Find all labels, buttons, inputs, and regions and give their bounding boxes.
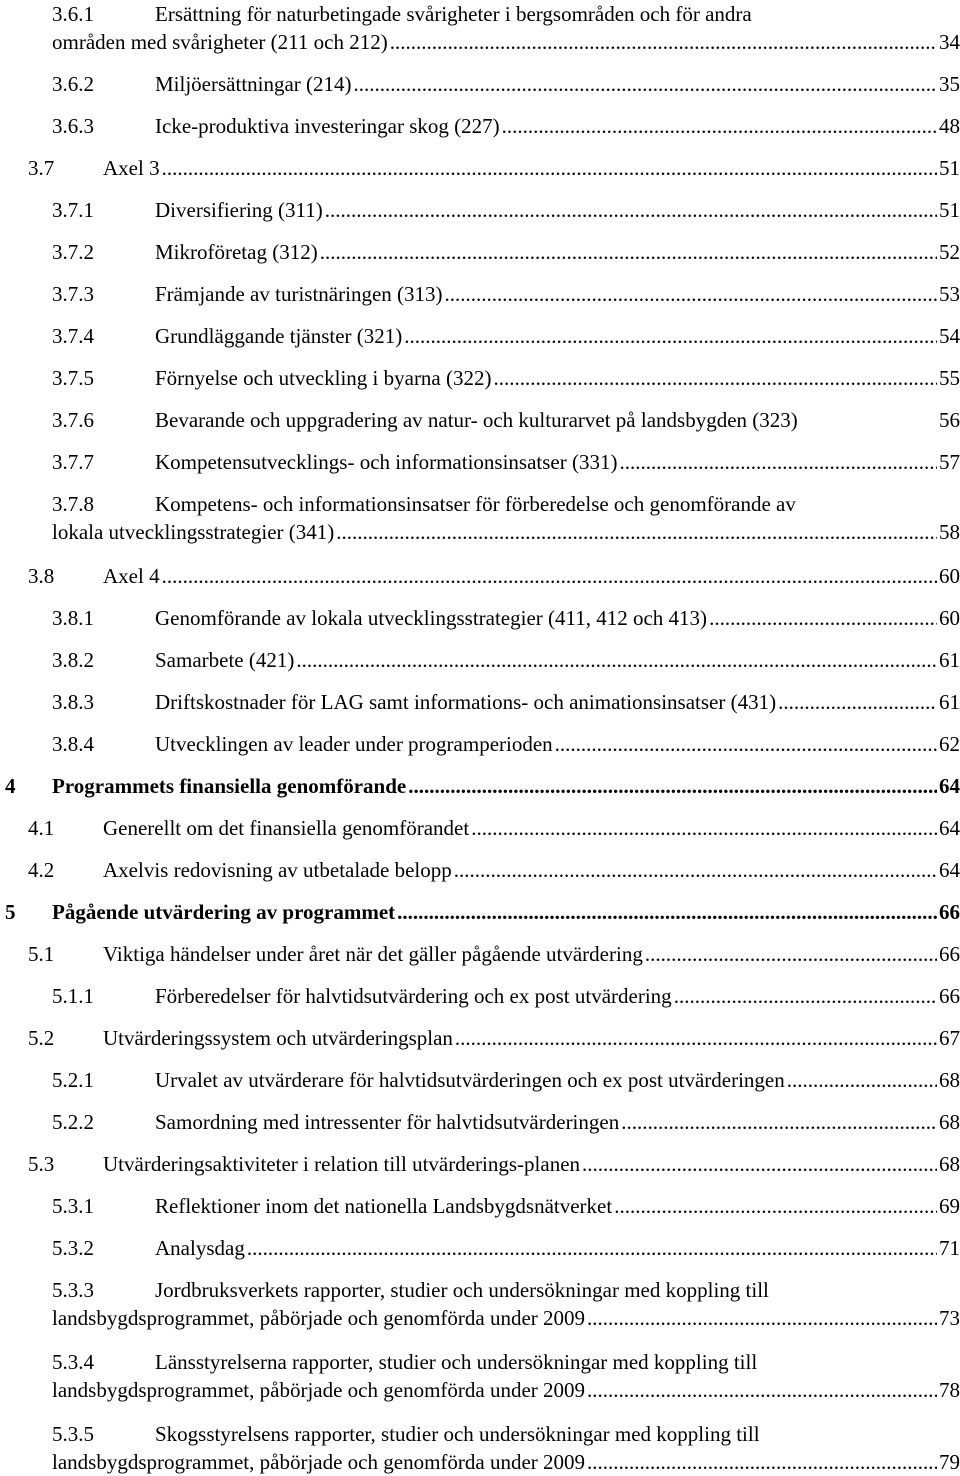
toc-leader-dots: [555, 730, 937, 758]
toc-entry-number: 5.3.3: [52, 1278, 94, 1302]
toc-entry-number: 5.2: [28, 1026, 55, 1050]
toc-page-number: 73: [939, 1306, 960, 1330]
toc-entry-title: Mikroföretag (312): [155, 240, 318, 264]
toc-leader-dots: [296, 646, 937, 674]
toc-leader-dots: [445, 280, 938, 308]
toc-leader-dots: [390, 28, 937, 56]
toc-entry-number: 3.7.1: [52, 198, 94, 222]
toc-entry-line: [0, 1448, 960, 1476]
toc-leader-dots: [494, 364, 938, 392]
toc-leader-dots: [621, 1108, 937, 1136]
toc-entry-line: [0, 490, 960, 518]
toc-entry-number: 3.7: [28, 156, 55, 180]
toc-entry-line: [0, 940, 960, 968]
toc-leader-dots: [247, 1234, 937, 1262]
toc-page-number: 66: [939, 984, 960, 1008]
toc-entry-title: Jordbruksverkets rapporter, studier och undersökningar med koppling till: [155, 1278, 769, 1302]
toc-entry-title: Utvärderingsaktiviteter i relation till utvärderings-planen: [103, 1152, 581, 1176]
toc-entry-title: Länsstyrelserna rapporter, studier och undersökningar med koppling till: [155, 1350, 758, 1374]
toc-entry-title: Utvärderingssystem och utvärderingsplan: [103, 1026, 453, 1050]
toc-leader-dots: [454, 856, 937, 884]
toc-entry-title: Axel 4: [103, 564, 160, 588]
toc-entry-line: [0, 322, 960, 350]
toc-entry-title: Kompetens- och informationsinsatser för förberedelse och genomförande av: [155, 492, 796, 516]
toc-page-number: 35: [939, 72, 960, 96]
toc-leader-dots: [354, 70, 937, 98]
toc-entry-title: Icke-produktiva investeringar skog (227): [155, 114, 500, 138]
toc-page-number: 68: [939, 1068, 960, 1092]
toc-page-number: 68: [939, 1152, 960, 1176]
toc-leader-dots: [587, 1448, 937, 1476]
toc-entry-number: 3.8.2: [52, 648, 94, 672]
toc-entry-line: [0, 646, 960, 674]
toc-page-number: 66: [939, 942, 960, 966]
toc-entry-line: [0, 898, 960, 926]
toc-entry-title: Axel 3: [103, 156, 160, 180]
toc-entry-title: Samordning med intressenter för halvtidsutvärderingen: [155, 1110, 620, 1134]
toc-entry-number: 3.7.7: [52, 450, 94, 474]
toc-page-number: 54: [939, 324, 960, 348]
toc-page-number: 66: [939, 900, 960, 924]
toc-entry-title: Analysdag: [155, 1236, 245, 1260]
toc-entry-title: Samarbete (421): [155, 648, 295, 672]
toc-entry-line: [0, 1108, 960, 1136]
toc-leader-dots: [619, 448, 937, 476]
toc-leader-dots: [336, 518, 937, 546]
toc-leader-dots: [408, 772, 937, 800]
toc-entry-number: 5.2.1: [52, 1068, 94, 1092]
toc-page-number: 61: [939, 690, 960, 714]
toc-entry-line: [0, 406, 960, 434]
toc-entry-line: [0, 238, 960, 266]
toc-entry-number: 5.3.5: [52, 1422, 94, 1446]
toc-entry-line: [0, 1066, 960, 1094]
toc-entry-line: [0, 154, 960, 182]
toc-leader-dots: [787, 1066, 937, 1094]
toc-entry-number: 3.7.4: [52, 324, 94, 348]
toc-entry-number: 3.6.1: [52, 2, 94, 26]
toc-entry-number: 3.8.1: [52, 606, 94, 630]
toc-entry-title: Grundläggande tjänster (321): [155, 324, 403, 348]
toc-page-number: 60: [939, 564, 960, 588]
toc-entry-number: 3.6.3: [52, 114, 94, 138]
toc-entry-title: Reflektioner inom det nationella Landsbygdsnätverket: [155, 1194, 613, 1218]
toc-entry-line: [0, 0, 960, 28]
toc-page-number: 55: [939, 366, 960, 390]
toc-entry-title: Kompetensutvecklings- och informationsinsatser (331): [155, 450, 618, 474]
toc-entry-title: Bevarande och uppgradering av natur- och kulturarvet på landsbygden (323): [155, 408, 798, 432]
toc-entry-number: 4.2: [28, 858, 55, 882]
toc-entry-line: [0, 70, 960, 98]
toc-entry-line: [0, 772, 960, 800]
toc-entry-line: [0, 562, 960, 590]
toc-page-number: 62: [939, 732, 960, 756]
toc-entry-line: [0, 1234, 960, 1262]
toc-entry-title: Främjande av turistnäringen (313): [155, 282, 443, 306]
toc-page-number: 53: [939, 282, 960, 306]
toc-entry-number: 3.8: [28, 564, 55, 588]
toc-entry-number: 5.3.2: [52, 1236, 94, 1260]
toc-entry-line: [0, 448, 960, 476]
toc-entry-title: Miljöersättningar (214): [155, 72, 352, 96]
toc-entry-line: [0, 196, 960, 224]
toc-page-number: 57: [939, 450, 960, 474]
toc-page-number: 71: [939, 1236, 960, 1260]
toc-entry-title: landsbygdsprogrammet, påbörjade och genomförda under 2009: [52, 1450, 586, 1474]
toc-page-number: 79: [939, 1450, 960, 1474]
toc-page-number: 64: [939, 816, 960, 840]
toc-entry-line: [0, 1192, 960, 1220]
toc-entry-title: Axelvis redovisning av utbetalade belopp: [103, 858, 452, 882]
toc-entry-title: Driftskostnader för LAG samt informations- och animationsinsatser (431): [155, 690, 777, 714]
toc-page-number: 78: [939, 1378, 960, 1402]
toc-page-number: 64: [939, 774, 960, 798]
toc-leader-dots: [404, 322, 937, 350]
toc-entry-title: Pågående utvärdering av programmet: [52, 900, 396, 924]
toc-entry-number: 5.3: [28, 1152, 55, 1176]
toc-entry-number: 5.3.1: [52, 1194, 94, 1218]
toc-entry-number: 5: [5, 900, 16, 924]
toc-page-number: 51: [939, 198, 960, 222]
toc-entry-number: 4: [5, 774, 16, 798]
toc-entry-number: 3.7.3: [52, 282, 94, 306]
toc-page-number: 64: [939, 858, 960, 882]
toc-entry-line: [0, 364, 960, 392]
toc-leader-dots: [162, 562, 937, 590]
toc-entry-line: [0, 730, 960, 758]
toc-page-number: 68: [939, 1110, 960, 1134]
toc-entry-title: Skogsstyrelsens rapporter, studier och undersökningar med koppling till: [155, 1422, 760, 1446]
toc-entry-line: [0, 982, 960, 1010]
toc-leader-dots: [162, 154, 937, 182]
toc-entry-title: landsbygdsprogrammet, påbörjade och genomförda under 2009: [52, 1306, 586, 1330]
toc-entry-title: Ersättning för naturbetingade svårigheter i bergsområden och för andra: [155, 2, 752, 26]
toc-entry-line: [0, 280, 960, 308]
toc-entry-number: 3.7.5: [52, 366, 94, 390]
toc-entry-line: [0, 1304, 960, 1332]
toc-page-number: 34: [939, 30, 960, 54]
toc-leader-dots: [645, 940, 937, 968]
toc-page-number: 69: [939, 1194, 960, 1218]
toc-leader-dots: [320, 238, 937, 266]
toc-page-number: 58: [939, 520, 960, 544]
toc-entry-line: [0, 604, 960, 632]
toc-entry-line: [0, 518, 960, 546]
toc-entry-title: Förberedelser för halvtidsutvärdering och ex post utvärdering: [155, 984, 672, 1008]
toc-entry-title: Genomförande av lokala utvecklingsstrategier (411, 412 och 413): [155, 606, 708, 630]
toc-entry-number: 5.1.1: [52, 984, 94, 1008]
toc-page-number: 51: [939, 156, 960, 180]
toc-entry-title: Utvecklingen av leader under programperioden: [155, 732, 553, 756]
toc-entry-title: Programmets finansiella genomförande: [52, 774, 407, 798]
toc-leader-dots: [587, 1304, 937, 1332]
toc-entry-title: områden med svårigheter (211 och 212): [52, 30, 388, 54]
toc-entry-number: 3.7.6: [52, 408, 94, 432]
toc-entry-title: Urvalet av utvärderare för halvtidsutvärderingen och ex post utvärderingen: [155, 1068, 785, 1092]
toc-entry-line: [0, 814, 960, 842]
toc-entry-line: [0, 1348, 960, 1376]
toc-entry-line: [0, 1150, 960, 1178]
toc-entry-number: 5.2.2: [52, 1110, 94, 1134]
toc-entry-number: 3.7.8: [52, 492, 94, 516]
toc-leader-dots: [471, 814, 937, 842]
toc-page-number: 60: [939, 606, 960, 630]
toc-entry-line: [0, 688, 960, 716]
toc-entry-title: Diversifiering (311): [155, 198, 323, 222]
toc-entry-line: [0, 28, 960, 56]
toc-page-number: 61: [939, 648, 960, 672]
toc-entry-line: [0, 856, 960, 884]
toc-leader-dots: [587, 1376, 937, 1404]
toc-leader-dots: [778, 688, 937, 716]
toc-leader-dots: [502, 112, 937, 140]
toc-entry-number: 3.7.2: [52, 240, 94, 264]
toc-entry-number: 3.8.3: [52, 690, 94, 714]
toc-page-number: 48: [939, 114, 960, 138]
toc-leader-dots: [614, 1192, 937, 1220]
toc-entry-title: Viktiga händelser under året när det gäller pågående utvärdering: [103, 942, 643, 966]
toc-leader-dots: [674, 982, 937, 1010]
toc-entry-title: Förnyelse och utveckling i byarna (322): [155, 366, 492, 390]
toc-entry-line: [0, 1024, 960, 1052]
toc-leader-dots: [709, 604, 937, 632]
toc-leader-dots: [397, 898, 937, 926]
toc-entry-number: 5.3.4: [52, 1350, 94, 1374]
toc-leader-dots: [455, 1024, 937, 1052]
toc-entry-number: 4.1: [28, 816, 55, 840]
toc-entry-number: 5.1: [28, 942, 55, 966]
toc-entry-line: [0, 1420, 960, 1448]
toc-entry-number: 3.8.4: [52, 732, 94, 756]
toc-leader-dots: [325, 196, 937, 224]
toc-entry-title: landsbygdsprogrammet, påbörjade och genomförda under 2009: [52, 1378, 586, 1402]
toc-page-number: 67: [939, 1026, 960, 1050]
toc-entry-line: [0, 1376, 960, 1404]
toc-entry-line: [0, 112, 960, 140]
toc-entry-title: lokala utvecklingsstrategier (341): [52, 520, 335, 544]
toc-entry-number: 3.6.2: [52, 72, 94, 96]
toc-entry-title: Generellt om det finansiella genomförandet: [103, 816, 470, 840]
toc-entry-line: [0, 1276, 960, 1304]
toc-page-number: 52: [939, 240, 960, 264]
toc-leader-dots: [582, 1150, 937, 1178]
toc-page-number: 56: [939, 408, 960, 432]
